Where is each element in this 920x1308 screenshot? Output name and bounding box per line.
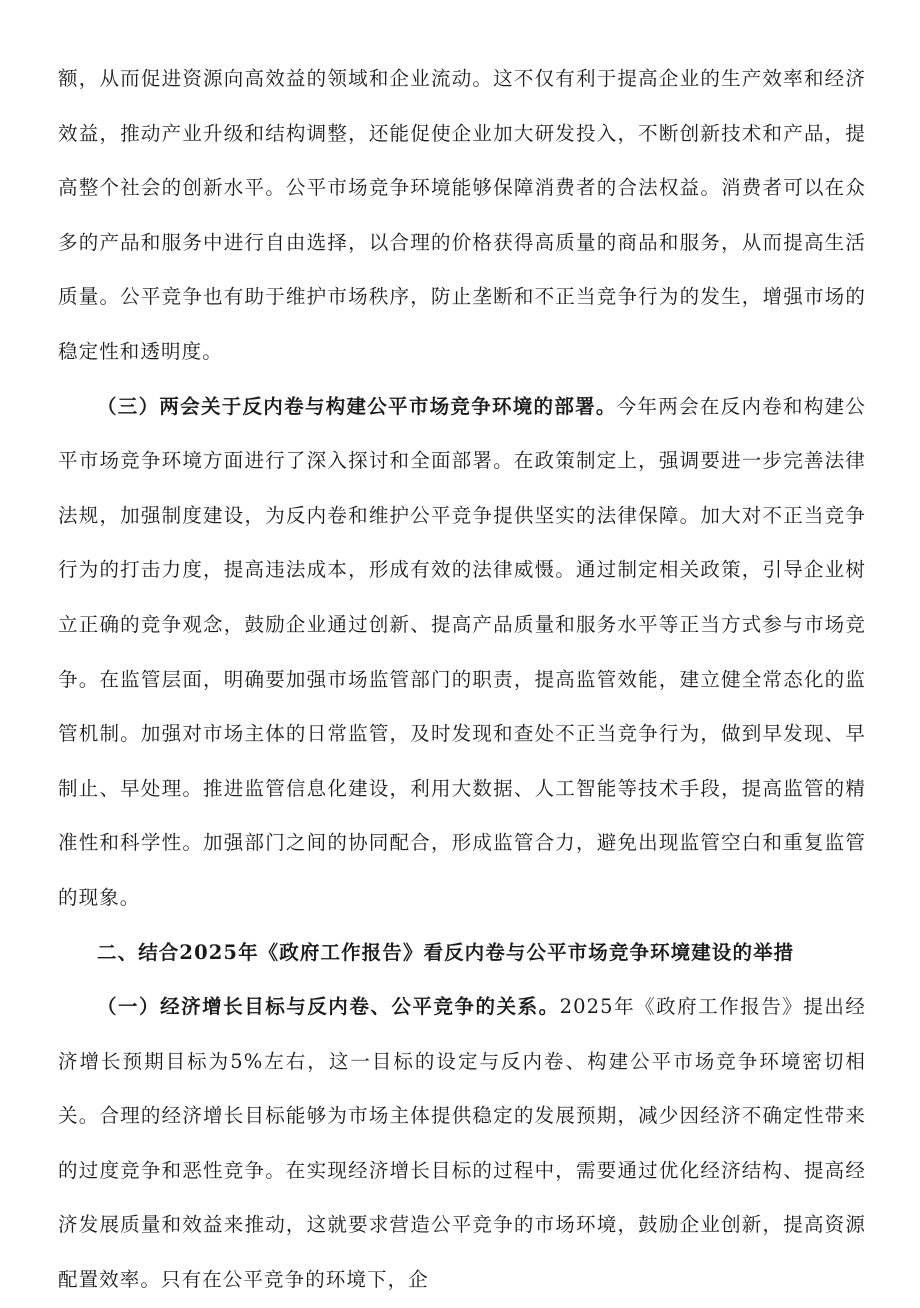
paragraph-continuation: 额，从而促进资源向高效益的领域和企业流动。这不仅有利于提高企业的生产效率和经济效益，推动产业升级和结构调整，还能促使企业加大研发投入，不断创新技术和产品，提高整个社会的创新水平。公平市场竞争环境能够保障消费者的合法权益。消费者可以在众多的产品和服务中进行自由选择，以合理的价格获得高质量的商品和服务，从而提高生活质量。公平竞争也有助于维护市场秩序，防止垄断和不正当竞争行为的发生，增强市场的稳定性和透明度。 [58,67,866,363]
section-3-heading: （三）两会关于反内卷与构建公平市场竞争环境的部署。 [97,394,617,418]
section-1-heading: （一）经济增长目标与反内卷、公平竞争的关系。 [97,995,560,1019]
section-1-body: 2025年《政府工作报告》提出经济增长预期目标为5%左右，这一目标的设定与反内卷、构建公平市场竞争环境密切相关。合理的经济增长目标能够为市场主体提供稳定的发展预期，减少因经济不确定性带来的过度竞争和恶性竞争。在实现经济增长目标的过程中，需要通过优化经济结构、提高经济发展质量和效益来推动，这就要求营造公平竞争的市场环境，鼓励企业创新，提高资源配置效率。只有在公平竞争的环境下，企 [58,995,866,1292]
paragraph-section-3 [58,380,866,926]
paragraph-section-1 [58,980,866,1308]
part-2-heading: 二、结合2025年《政府工作报告》看反内卷与公平市场竞争环境建设的举措 [97,940,795,964]
section-3-body: 今年两会在反内卷和构建公平市场竞争环境方面进行了深入探讨和全面部署。在政策制定上，强调要进一步完善法律法规，加强制度建设，为反内卷和维护公平竞争提供坚实的法律保障。加大对不正当竞争行为的打击力度，提高违法成本，形成有效的法律威慑。通过制定相关政策，引导企业树立正确的竞争观念，鼓励企业通过创新、提高产品质量和服务水平等正当方式参与市场竞争。在监管层面，明确要加强市场监管部门的职责，提高监管效能，建立健全常态化的监管机制。加强对市场主体的日常监管，及时发现和查处不正当竞争行为，做到早发现、早制止、早处理。推进监管信息化建设，利用大数据、人工智能等技术手段，提高监管的精准性和科学性。加强部门之间的协同配合，形成监管合力，避免出现监管空白和重复监管的现象。 [58,394,866,909]
document-page [58,52,866,1308]
